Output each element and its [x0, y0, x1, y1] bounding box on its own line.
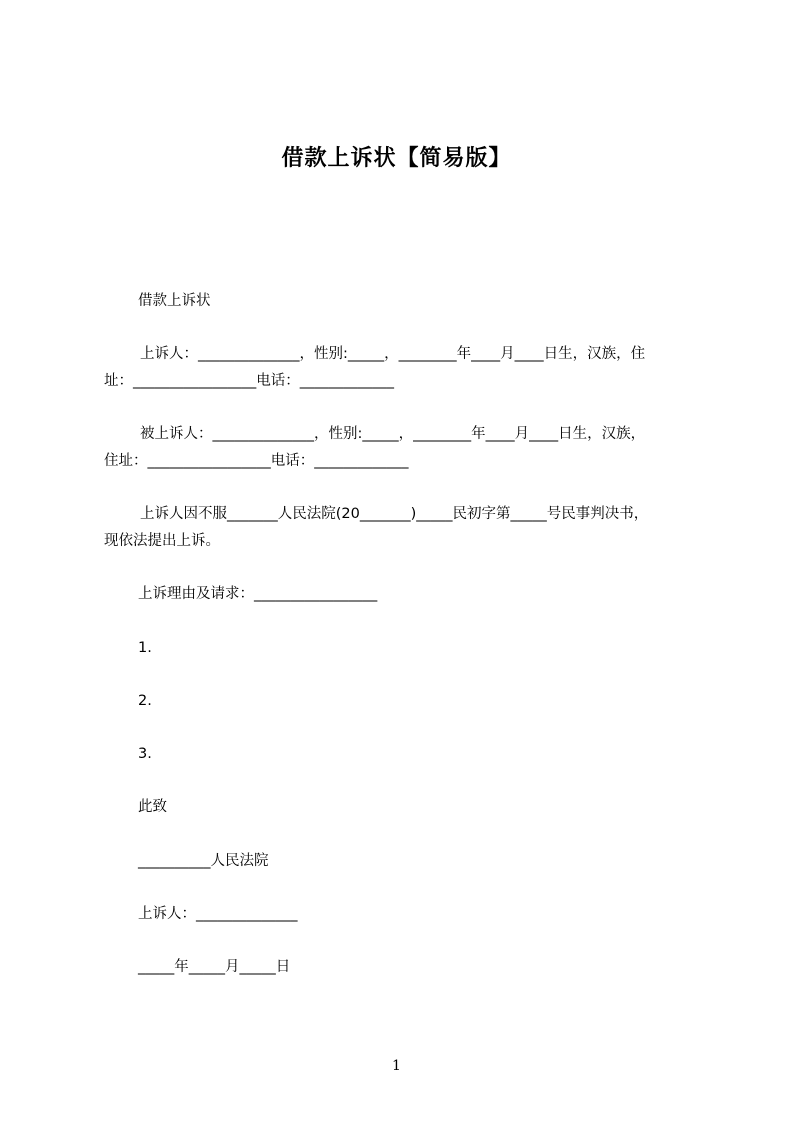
- signature-line: 上诉人：______________: [138, 906, 298, 922]
- appellant-line-2: 址：_________________电话：_____________: [104, 373, 394, 389]
- date-line: _____年_____月_____日: [138, 959, 291, 975]
- statement-line-1: 上诉人因不服_______人民法院(20_______)_____民初字第_____号民事判决书，: [140, 506, 649, 522]
- appellee-line-2: 住址：_________________电话：_____________: [104, 453, 409, 469]
- appellee-line-1: 被上诉人：______________，性别:_____，________年____月____日生，汉族，: [140, 426, 646, 442]
- page-number: 1: [392, 1058, 401, 1074]
- list-item-1: 1.: [138, 640, 152, 656]
- appellant-line-1: 上诉人：______________，性别:_____，________年____月____日生，汉族，住: [140, 346, 646, 362]
- list-item-2: 2.: [138, 693, 152, 709]
- statement-line-2: 现依法提出上诉。: [104, 533, 220, 549]
- reasons-line: 上诉理由及请求：_________________: [138, 586, 378, 602]
- document-title: 借款上诉状【简易版】: [281, 146, 512, 171]
- list-item-3: 3.: [138, 746, 152, 762]
- section-heading: 借款上诉状: [138, 293, 211, 309]
- closing-salutation: 此致: [138, 799, 167, 815]
- court-line: __________人民法院: [138, 853, 269, 869]
